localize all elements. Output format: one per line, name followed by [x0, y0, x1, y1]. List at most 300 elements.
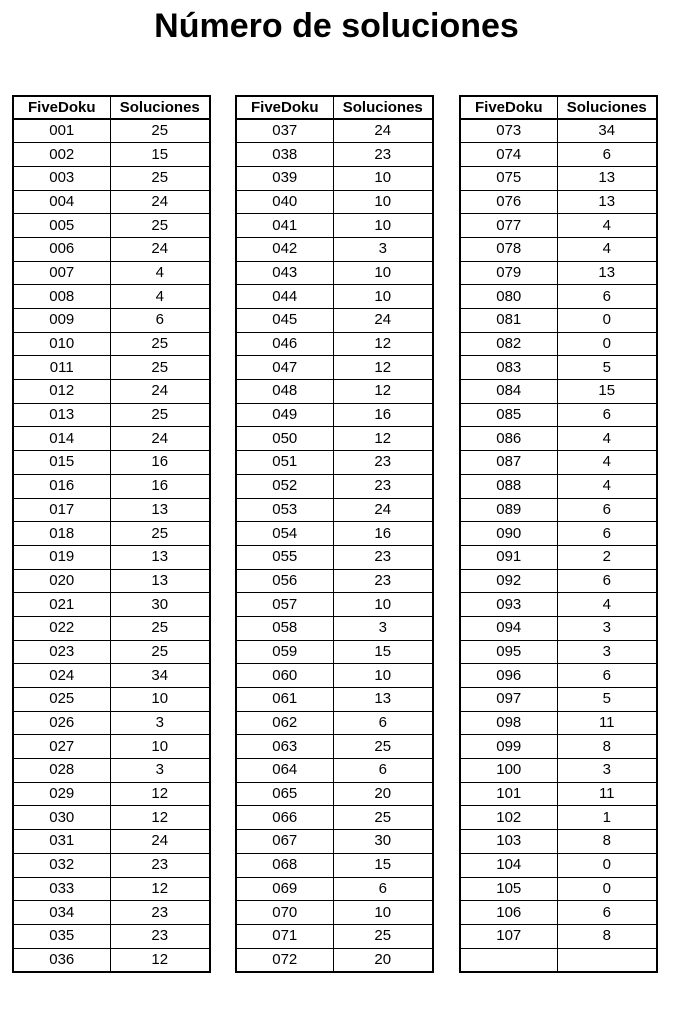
table-row [13, 522, 210, 546]
fivedoku-cell: 007 [13, 261, 110, 285]
table-row [236, 498, 433, 522]
soluciones-cell: 23 [333, 474, 433, 498]
fivedoku-cell: 073 [460, 119, 557, 143]
soluciones-cell: 10 [333, 901, 433, 925]
soluciones-cell: 24 [110, 190, 210, 214]
table-row [236, 735, 433, 759]
soluciones-cell: 23 [110, 901, 210, 925]
soluciones-cell: 6 [557, 143, 657, 167]
fivedoku-cell: 001 [13, 119, 110, 143]
soluciones-cell: 25 [333, 735, 433, 759]
table-row [236, 901, 433, 925]
table-row [460, 806, 657, 830]
fivedoku-cell: 086 [460, 427, 557, 451]
header-fivedoku: FiveDoku [460, 96, 557, 119]
table-row [13, 806, 210, 830]
table-row [13, 332, 210, 356]
fivedoku-cell: 051 [236, 451, 333, 475]
table-row [236, 309, 433, 333]
table-row [13, 782, 210, 806]
soluciones-cell: 6 [333, 877, 433, 901]
fivedoku-cell: 071 [236, 924, 333, 948]
soluciones-cell: 8 [557, 735, 657, 759]
table-row [236, 380, 433, 404]
soluciones-cell: 24 [110, 830, 210, 854]
table-row [460, 522, 657, 546]
table-row [13, 143, 210, 167]
soluciones-cell: 8 [557, 830, 657, 854]
fivedoku-cell: 084 [460, 380, 557, 404]
table-row [236, 640, 433, 664]
table-row [460, 474, 657, 498]
soluciones-cell: 10 [333, 214, 433, 238]
fivedoku-cell: 078 [460, 237, 557, 261]
soluciones-cell: 8 [557, 924, 657, 948]
table-row [13, 688, 210, 712]
table-row [460, 214, 657, 238]
fivedoku-cell: 021 [13, 593, 110, 617]
soluciones-cell: 24 [333, 119, 433, 143]
table-row [236, 427, 433, 451]
table-row [13, 498, 210, 522]
soluciones-cell: 6 [110, 309, 210, 333]
fivedoku-cell: 053 [236, 498, 333, 522]
table-row [236, 190, 433, 214]
soluciones-cell: 3 [110, 711, 210, 735]
table-row [236, 474, 433, 498]
table-row [236, 806, 433, 830]
solutions-table-3 [459, 95, 658, 973]
fivedoku-cell: 052 [236, 474, 333, 498]
soluciones-cell: 13 [110, 498, 210, 522]
table-row [13, 356, 210, 380]
table-row [236, 545, 433, 569]
fivedoku-cell: 019 [13, 545, 110, 569]
table-row [460, 285, 657, 309]
soluciones-cell: 6 [557, 285, 657, 309]
soluciones-cell: 13 [557, 261, 657, 285]
soluciones-cell: 6 [557, 498, 657, 522]
table-row [236, 593, 433, 617]
table-row [13, 427, 210, 451]
fivedoku-cell: 105 [460, 877, 557, 901]
soluciones-cell: 23 [110, 853, 210, 877]
soluciones-cell: 11 [557, 782, 657, 806]
table-row [460, 664, 657, 688]
fivedoku-cell: 049 [236, 403, 333, 427]
fivedoku-cell: 074 [460, 143, 557, 167]
table-row [13, 735, 210, 759]
fivedoku-cell: 050 [236, 427, 333, 451]
table-row [13, 853, 210, 877]
fivedoku-cell: 032 [13, 853, 110, 877]
table-row [236, 830, 433, 854]
fivedoku-cell: 094 [460, 616, 557, 640]
soluciones-cell: 23 [110, 924, 210, 948]
table-row [460, 759, 657, 783]
fivedoku-cell: 097 [460, 688, 557, 712]
soluciones-cell: 30 [110, 593, 210, 617]
soluciones-cell: 10 [110, 688, 210, 712]
fivedoku-cell: 027 [13, 735, 110, 759]
soluciones-cell: 15 [333, 640, 433, 664]
fivedoku-cell: 096 [460, 664, 557, 688]
table-row [13, 877, 210, 901]
soluciones-cell: 4 [557, 427, 657, 451]
table-row [13, 474, 210, 498]
table-row [460, 782, 657, 806]
fivedoku-cell: 065 [236, 782, 333, 806]
table-row [460, 711, 657, 735]
soluciones-cell: 6 [557, 569, 657, 593]
table-row [460, 356, 657, 380]
fivedoku-cell: 010 [13, 332, 110, 356]
soluciones-cell: 6 [333, 759, 433, 783]
soluciones-cell: 13 [110, 545, 210, 569]
table-header-row [13, 96, 210, 119]
table-row [13, 569, 210, 593]
fivedoku-cell: 028 [13, 759, 110, 783]
table-header-row [236, 96, 433, 119]
table-row [13, 403, 210, 427]
soluciones-cell: 23 [333, 569, 433, 593]
table-row [13, 190, 210, 214]
soluciones-cell: 25 [110, 640, 210, 664]
table-row [236, 616, 433, 640]
soluciones-cell: 25 [110, 522, 210, 546]
table-row [460, 924, 657, 948]
fivedoku-cell: 009 [13, 309, 110, 333]
fivedoku-cell: 093 [460, 593, 557, 617]
soluciones-cell: 3 [333, 616, 433, 640]
soluciones-cell [557, 948, 657, 972]
table-row [13, 285, 210, 309]
soluciones-cell: 0 [557, 877, 657, 901]
fivedoku-cell: 011 [13, 356, 110, 380]
header-soluciones: Soluciones [333, 96, 433, 119]
fivedoku-cell: 077 [460, 214, 557, 238]
fivedoku-cell: 014 [13, 427, 110, 451]
fivedoku-cell: 035 [13, 924, 110, 948]
table-row [460, 427, 657, 451]
fivedoku-cell: 098 [460, 711, 557, 735]
header-soluciones: Soluciones [110, 96, 210, 119]
soluciones-cell: 5 [557, 356, 657, 380]
soluciones-cell: 12 [333, 332, 433, 356]
fivedoku-cell: 038 [236, 143, 333, 167]
fivedoku-cell: 069 [236, 877, 333, 901]
soluciones-cell: 25 [110, 332, 210, 356]
soluciones-cell: 12 [333, 380, 433, 404]
table-row [236, 285, 433, 309]
fivedoku-cell: 041 [236, 214, 333, 238]
fivedoku-cell [460, 948, 557, 972]
fivedoku-cell: 012 [13, 380, 110, 404]
table-row [236, 782, 433, 806]
table-row [460, 119, 657, 143]
table-row [13, 830, 210, 854]
table-row [13, 759, 210, 783]
soluciones-cell: 34 [110, 664, 210, 688]
table-row [460, 616, 657, 640]
fivedoku-cell: 008 [13, 285, 110, 309]
fivedoku-cell: 040 [236, 190, 333, 214]
soluciones-cell: 3 [557, 640, 657, 664]
soluciones-cell: 4 [557, 593, 657, 617]
fivedoku-cell: 079 [460, 261, 557, 285]
table-row [460, 143, 657, 167]
table-row [236, 143, 433, 167]
soluciones-cell: 6 [557, 403, 657, 427]
table-row [236, 522, 433, 546]
fivedoku-cell: 107 [460, 924, 557, 948]
soluciones-cell: 25 [333, 924, 433, 948]
fivedoku-cell: 030 [13, 806, 110, 830]
table-row [460, 309, 657, 333]
fivedoku-cell: 046 [236, 332, 333, 356]
table-row [460, 380, 657, 404]
fivedoku-cell: 013 [13, 403, 110, 427]
fivedoku-cell: 006 [13, 237, 110, 261]
soluciones-cell: 10 [333, 261, 433, 285]
table-row [460, 403, 657, 427]
table-row [460, 569, 657, 593]
fivedoku-cell: 026 [13, 711, 110, 735]
table-row [13, 616, 210, 640]
table-row [236, 759, 433, 783]
fivedoku-cell: 082 [460, 332, 557, 356]
fivedoku-cell: 087 [460, 451, 557, 475]
fivedoku-cell: 003 [13, 166, 110, 190]
table-row [460, 948, 657, 972]
soluciones-cell: 34 [557, 119, 657, 143]
table-row [460, 830, 657, 854]
table-row [236, 237, 433, 261]
table-row [236, 332, 433, 356]
table-row [13, 309, 210, 333]
table-row [460, 593, 657, 617]
soluciones-cell: 25 [110, 166, 210, 190]
fivedoku-cell: 062 [236, 711, 333, 735]
table-row [13, 901, 210, 925]
fivedoku-cell: 036 [13, 948, 110, 972]
soluciones-cell: 4 [557, 237, 657, 261]
fivedoku-cell: 048 [236, 380, 333, 404]
table-row [460, 877, 657, 901]
fivedoku-cell: 061 [236, 688, 333, 712]
fivedoku-cell: 076 [460, 190, 557, 214]
table-row [236, 688, 433, 712]
table-row [13, 640, 210, 664]
soluciones-cell: 3 [557, 616, 657, 640]
soluciones-cell: 16 [110, 451, 210, 475]
table-row [460, 498, 657, 522]
soluciones-cell: 13 [333, 688, 433, 712]
fivedoku-cell: 091 [460, 545, 557, 569]
fivedoku-cell: 068 [236, 853, 333, 877]
table-row [460, 640, 657, 664]
table-row [460, 166, 657, 190]
soluciones-cell: 10 [333, 593, 433, 617]
table-row [13, 545, 210, 569]
fivedoku-cell: 095 [460, 640, 557, 664]
solutions-table-1 [12, 95, 211, 973]
table-row [13, 214, 210, 238]
soluciones-cell: 12 [110, 806, 210, 830]
fivedoku-cell: 064 [236, 759, 333, 783]
soluciones-cell: 20 [333, 782, 433, 806]
soluciones-cell: 1 [557, 806, 657, 830]
soluciones-cell: 10 [110, 735, 210, 759]
fivedoku-cell: 018 [13, 522, 110, 546]
table-row [460, 451, 657, 475]
soluciones-cell: 16 [333, 403, 433, 427]
fivedoku-cell: 075 [460, 166, 557, 190]
soluciones-cell: 16 [110, 474, 210, 498]
soluciones-cell: 13 [557, 190, 657, 214]
soluciones-cell: 3 [110, 759, 210, 783]
fivedoku-cell: 056 [236, 569, 333, 593]
soluciones-cell: 24 [110, 380, 210, 404]
fivedoku-cell: 070 [236, 901, 333, 925]
soluciones-cell: 15 [557, 380, 657, 404]
soluciones-cell: 4 [557, 214, 657, 238]
soluciones-cell: 6 [557, 901, 657, 925]
soluciones-cell: 12 [110, 782, 210, 806]
table-row [460, 545, 657, 569]
fivedoku-cell: 081 [460, 309, 557, 333]
header-fivedoku: FiveDoku [236, 96, 333, 119]
fivedoku-cell: 042 [236, 237, 333, 261]
fivedoku-cell: 067 [236, 830, 333, 854]
soluciones-cell: 12 [333, 427, 433, 451]
soluciones-cell: 4 [557, 451, 657, 475]
soluciones-cell: 3 [333, 237, 433, 261]
solutions-table-2 [235, 95, 434, 973]
table-row [13, 237, 210, 261]
table-row [236, 569, 433, 593]
soluciones-cell: 13 [557, 166, 657, 190]
fivedoku-cell: 080 [460, 285, 557, 309]
table-row [460, 332, 657, 356]
fivedoku-cell: 092 [460, 569, 557, 593]
fivedoku-cell: 023 [13, 640, 110, 664]
soluciones-cell: 24 [333, 309, 433, 333]
table-row [236, 119, 433, 143]
fivedoku-cell: 024 [13, 664, 110, 688]
fivedoku-cell: 059 [236, 640, 333, 664]
table-row [236, 877, 433, 901]
fivedoku-cell: 101 [460, 782, 557, 806]
header-fivedoku: FiveDoku [13, 96, 110, 119]
fivedoku-cell: 057 [236, 593, 333, 617]
soluciones-cell: 15 [333, 853, 433, 877]
soluciones-cell: 0 [557, 309, 657, 333]
soluciones-cell: 16 [333, 522, 433, 546]
soluciones-cell: 0 [557, 853, 657, 877]
header-soluciones: Soluciones [557, 96, 657, 119]
fivedoku-cell: 047 [236, 356, 333, 380]
table-row [13, 166, 210, 190]
table-row [236, 356, 433, 380]
soluciones-cell: 25 [110, 616, 210, 640]
table-row [13, 664, 210, 688]
table-row [460, 237, 657, 261]
table-row [13, 119, 210, 143]
soluciones-cell: 20 [333, 948, 433, 972]
soluciones-cell: 12 [110, 948, 210, 972]
table-row [460, 853, 657, 877]
table-row [13, 924, 210, 948]
table-row [13, 593, 210, 617]
fivedoku-cell: 039 [236, 166, 333, 190]
table-row [460, 688, 657, 712]
fivedoku-cell: 072 [236, 948, 333, 972]
fivedoku-cell: 005 [13, 214, 110, 238]
soluciones-cell: 4 [110, 285, 210, 309]
fivedoku-cell: 034 [13, 901, 110, 925]
fivedoku-cell: 044 [236, 285, 333, 309]
soluciones-cell: 23 [333, 451, 433, 475]
table-row [236, 711, 433, 735]
soluciones-cell: 23 [333, 545, 433, 569]
table-row [236, 948, 433, 972]
table-row [13, 261, 210, 285]
fivedoku-cell: 106 [460, 901, 557, 925]
soluciones-cell: 25 [110, 214, 210, 238]
fivedoku-cell: 025 [13, 688, 110, 712]
soluciones-cell: 24 [110, 237, 210, 261]
fivedoku-cell: 054 [236, 522, 333, 546]
fivedoku-cell: 100 [460, 759, 557, 783]
fivedoku-cell: 099 [460, 735, 557, 759]
table-row [460, 901, 657, 925]
fivedoku-cell: 103 [460, 830, 557, 854]
soluciones-cell: 24 [110, 427, 210, 451]
soluciones-cell: 25 [110, 403, 210, 427]
fivedoku-cell: 060 [236, 664, 333, 688]
fivedoku-cell: 058 [236, 616, 333, 640]
fivedoku-cell: 015 [13, 451, 110, 475]
soluciones-cell: 6 [333, 711, 433, 735]
fivedoku-cell: 033 [13, 877, 110, 901]
soluciones-cell: 5 [557, 688, 657, 712]
soluciones-cell: 6 [557, 522, 657, 546]
soluciones-cell: 25 [110, 119, 210, 143]
fivedoku-cell: 088 [460, 474, 557, 498]
soluciones-cell: 10 [333, 166, 433, 190]
table-row [460, 190, 657, 214]
fivedoku-cell: 045 [236, 309, 333, 333]
fivedoku-cell: 020 [13, 569, 110, 593]
table-row [13, 711, 210, 735]
soluciones-cell: 25 [110, 356, 210, 380]
fivedoku-cell: 022 [13, 616, 110, 640]
table-row [236, 166, 433, 190]
table-row [13, 451, 210, 475]
fivedoku-cell: 016 [13, 474, 110, 498]
fivedoku-cell: 004 [13, 190, 110, 214]
table-row [236, 214, 433, 238]
soluciones-cell: 24 [333, 498, 433, 522]
fivedoku-cell: 066 [236, 806, 333, 830]
soluciones-cell: 0 [557, 332, 657, 356]
table-row [236, 451, 433, 475]
fivedoku-cell: 102 [460, 806, 557, 830]
fivedoku-cell: 055 [236, 545, 333, 569]
soluciones-cell: 12 [333, 356, 433, 380]
soluciones-cell: 10 [333, 664, 433, 688]
